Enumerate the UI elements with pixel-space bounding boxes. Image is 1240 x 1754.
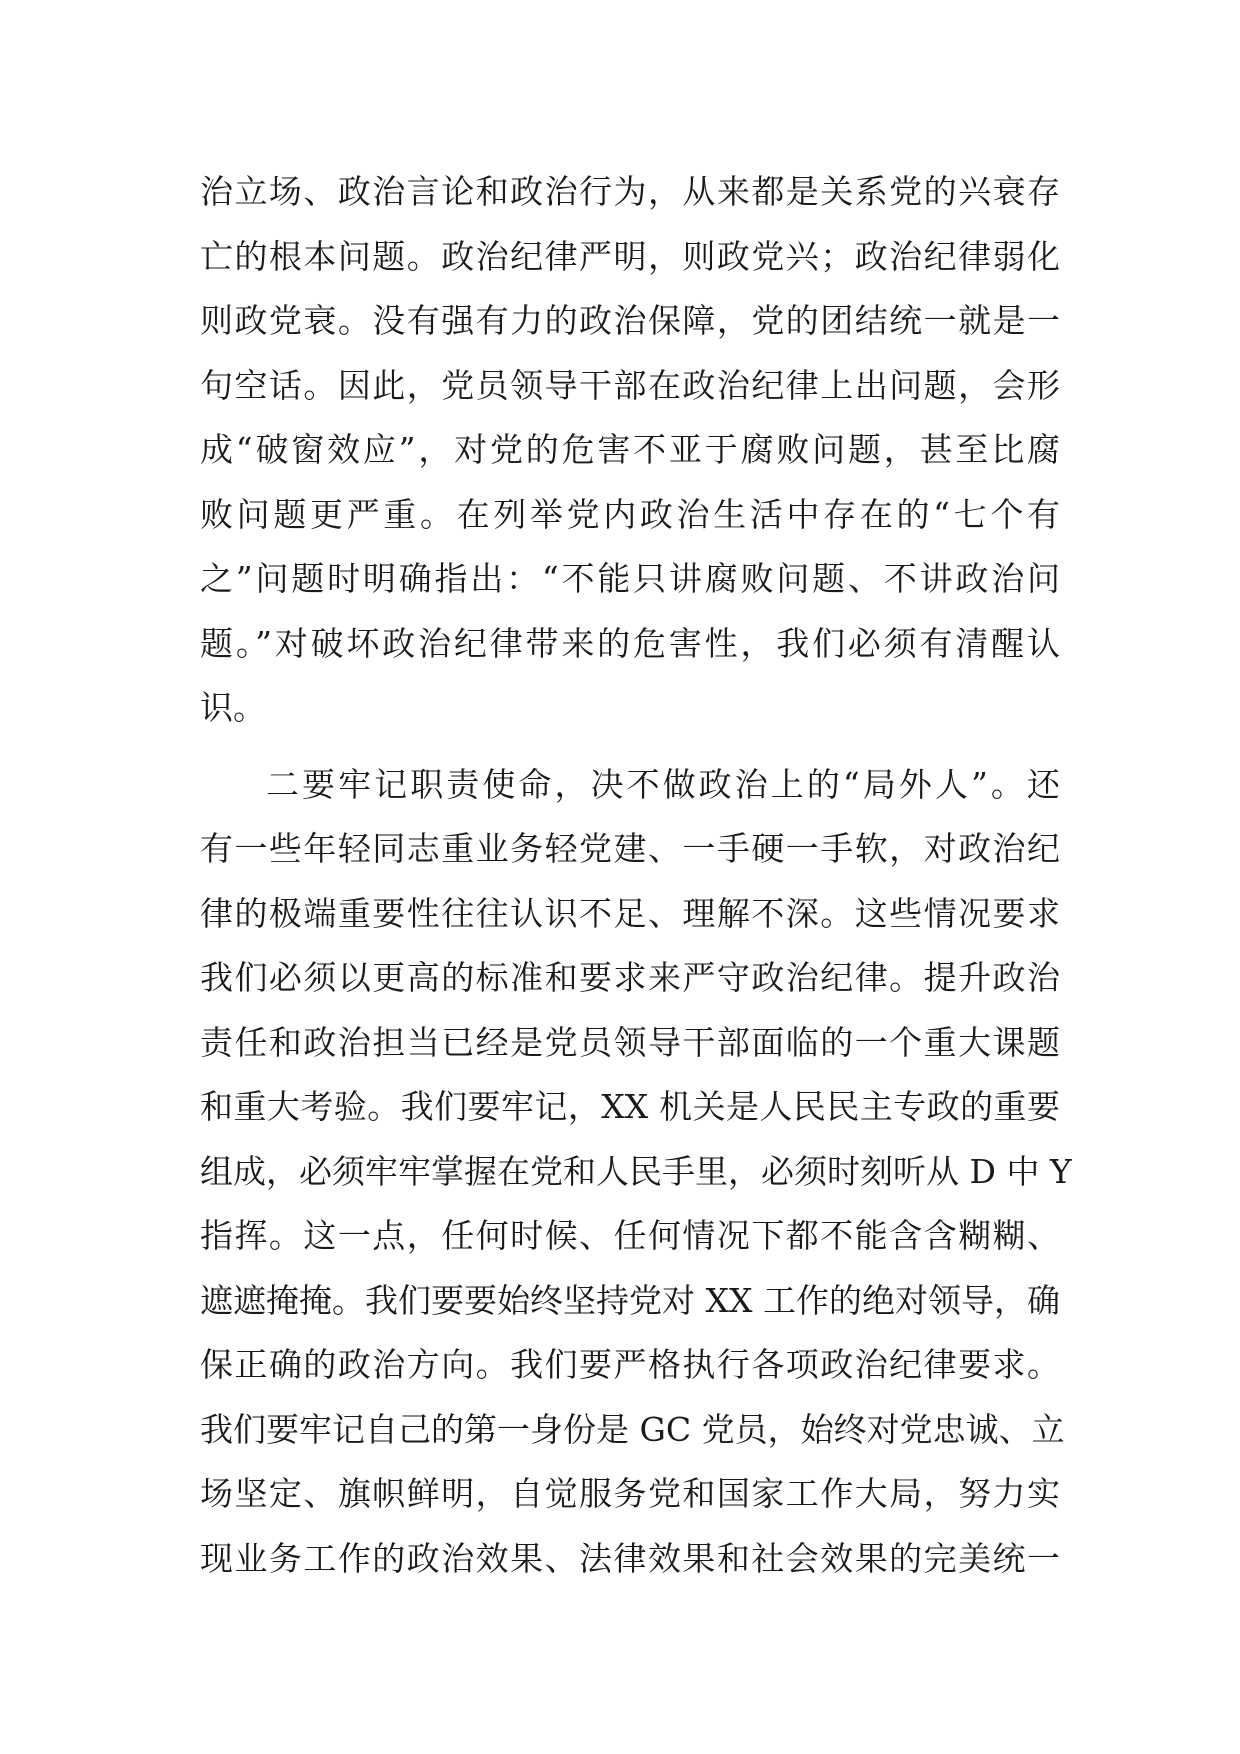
paragraph-line: 成“破窗效应”，对党的危害不亚于腐败问题，甚至比腐 (200, 430, 1060, 469)
paragraph-line: 则政党衰。没有强有力的政治保障，党的团结统一就是一 (200, 301, 1060, 340)
paragraph-line: 治立场、政治言论和政治行为，从来都是关系党的兴衰存 (200, 172, 1060, 211)
paragraph-line: 败问题更严重。在列举党内政治生活中存在的“七个有 (200, 494, 1060, 534)
paragraph-line: 识。 (200, 688, 266, 727)
paragraph-line: 责任和政治担当已经是党员领导干部面临的一个重大课题 (200, 1022, 1060, 1062)
paragraph-line: 场坚定、旗帜鲜明，自觉服务党和国家工作大局，努力实 (200, 1474, 1060, 1513)
paragraph-spacer (200, 741, 1060, 753)
paragraph-line: 二要牢记职责使命，决不做政治上的“局外人”。还 (266, 764, 1060, 804)
paragraph-line: 遮遮掩掩。我们要要始终坚持党对 XX 工作的绝对领导，确 (200, 1280, 1060, 1320)
paragraph-line: 现业务工作的政治效果、法律效果和社会效果的完美统一 (200, 1538, 1060, 1578)
paragraph-2 (200, 753, 1072, 1592)
paragraph-line: 保正确的政治方向。我们要严格执行各项政治纪律要求。 (200, 1345, 1060, 1384)
paragraph-line: 亡的根本问题。政治纪律严明，则政党兴；政治纪律弱化 (200, 236, 1060, 276)
paragraph-line: 组成，必须牢牢掌握在党和人民手里，必须时刻听从 D 中 Y (200, 1151, 1072, 1191)
paragraph-1 (200, 160, 1060, 741)
paragraph-line: 句空话。因此，党员领导干部在政治纪律上出问题，会形 (200, 365, 1060, 405)
paragraph-line: 我们要牢记自己的第一身份是 GC 党员，始终对党忠诚、立 (200, 1409, 1065, 1449)
paragraph-line: 题。”对破坏政治纪律带来的危害性，我们必须有清醒认 (200, 623, 1060, 663)
paragraph-line: 我们必须以更高的标准和要求来严守政治纪律。提升政治 (200, 958, 1060, 997)
paragraph-line: 律的极端重要性往往认识不足、理解不深。这些情况要求 (200, 893, 1060, 933)
paragraph-line: 指挥。这一点，任何时候、任何情况下都不能含含糊糊、 (200, 1216, 1060, 1255)
paragraph-line: 有一些年轻同志重业务轻党建、一手硬一手软，对政治纪 (200, 829, 1060, 868)
paragraph-line: 之”问题时明确指出：“不能只讲腐败问题、不讲政治问 (200, 559, 1060, 598)
body-text (200, 160, 1072, 1591)
paragraph-line: 和重大考验。我们要牢记，XX 机关是人民民主专政的重要 (200, 1087, 1060, 1126)
